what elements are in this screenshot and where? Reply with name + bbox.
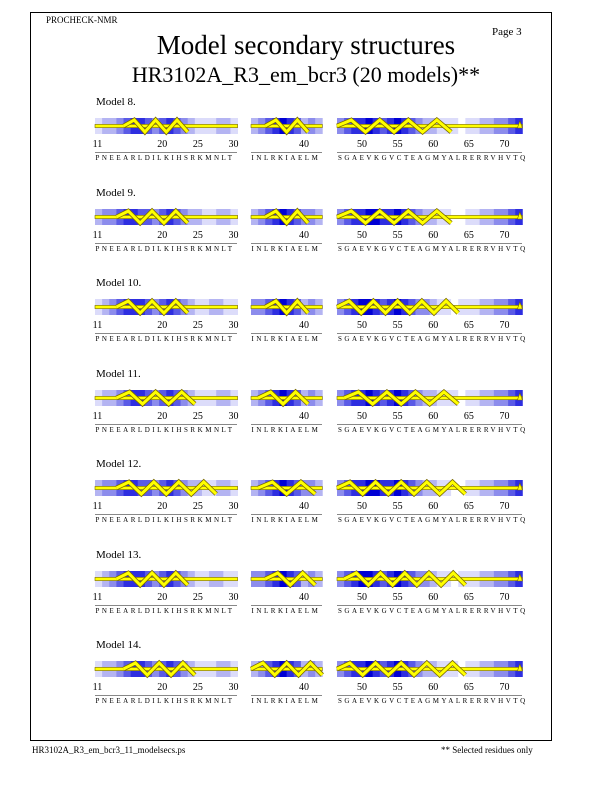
residue-tick-label: 70 <box>499 320 510 331</box>
residue-tick-label: 25 <box>192 229 203 241</box>
model-label: Model 14. <box>96 639 142 651</box>
residue-tick-label: 60 <box>428 591 439 603</box>
residue-tick-label: 55 <box>392 320 403 331</box>
structure-strip <box>95 299 238 315</box>
structure-strip <box>337 480 522 496</box>
structure-strip <box>337 390 522 406</box>
residue-tick-label: 20 <box>157 229 168 241</box>
residue-sequence: SGAEVKGVCTEAGMYALRERRVHVTQ <box>338 154 528 162</box>
residue-sequence: INLRKIAELM <box>251 335 321 343</box>
residue-tick-label: 65 <box>463 410 474 422</box>
residue-sequence: SGAEVKGVCTEAGMYALRERRVHVTQ <box>338 516 528 524</box>
residue-tick-label: 55 <box>392 229 403 241</box>
residue-tick-label: 60 <box>428 139 439 150</box>
residue-tick-label: 30 <box>228 591 239 603</box>
residue-tick-label: 20 <box>157 320 168 331</box>
residue-tick-label: 65 <box>463 591 474 603</box>
model-label: Model 9. <box>96 186 136 199</box>
residue-tick-label: 70 <box>499 682 510 693</box>
coil-line <box>251 305 322 308</box>
page-number: Page 3 <box>492 26 522 38</box>
sequence-rule <box>337 152 522 153</box>
residue-tick-label: 20 <box>157 139 168 150</box>
residue-tick-label: 50 <box>356 682 367 693</box>
structure-strip <box>95 571 238 587</box>
sequence-rule <box>95 243 238 244</box>
residue-sequence: PNEEARLDILKIHSRKMNLT <box>95 606 235 615</box>
residue-tick-label: 50 <box>356 591 367 603</box>
structure-strip <box>251 209 322 225</box>
sequence-rule <box>337 605 522 606</box>
residue-tick-label: 50 <box>356 501 367 512</box>
residue-tick-label: 25 <box>192 682 203 693</box>
residue-tick-label: 65 <box>463 682 474 693</box>
residue-sequence: PNEEARLDILKIHSRKMNLT <box>95 697 235 705</box>
structure-strip <box>337 571 522 587</box>
residue-tick-label: 30 <box>228 501 239 512</box>
coil-line <box>251 215 322 218</box>
structure-strip <box>337 661 522 677</box>
residue-sequence: INLRKIAELM <box>251 606 321 615</box>
structure-strip <box>95 390 238 406</box>
sequence-rule <box>251 605 322 606</box>
residue-tick-label: 30 <box>228 229 239 241</box>
sequence-rule <box>95 152 238 153</box>
coil-line <box>95 124 238 127</box>
sequence-rule <box>251 152 322 153</box>
structure-strip <box>95 209 238 225</box>
sequence-rule <box>337 333 522 334</box>
coil-line <box>251 667 322 670</box>
structure-strip <box>95 480 238 496</box>
residue-tick-label: 40 <box>298 229 309 241</box>
sequence-rule <box>95 695 238 696</box>
residue-sequence: INLRKIAELM <box>251 244 321 253</box>
residue-sequence: INLRKIAELM <box>251 516 321 524</box>
structure-strip <box>251 571 322 587</box>
residue-tick-label: 11 <box>92 229 103 241</box>
model-label: Model 13. <box>96 548 142 561</box>
model-label: Model 8. <box>96 96 136 108</box>
residue-tick-label: 20 <box>157 501 168 512</box>
residue-sequence: PNEEARLDILKIHSRKMNLT <box>95 425 235 434</box>
residue-tick-label: 55 <box>392 410 403 422</box>
sequence-rule <box>95 514 238 515</box>
residue-tick-label: 25 <box>192 320 203 331</box>
residue-tick-label: 11 <box>92 139 103 150</box>
residue-tick-label: 30 <box>228 139 239 150</box>
sequence-rule <box>337 243 522 244</box>
residue-tick-label: 70 <box>499 139 510 150</box>
sequence-rule <box>95 424 238 425</box>
residue-tick-label: 65 <box>463 501 474 512</box>
residue-tick-label: 60 <box>428 682 439 693</box>
structure-strip <box>251 118 322 134</box>
residue-tick-label: 40 <box>298 139 309 150</box>
sequence-rule <box>337 514 522 515</box>
structure-strip <box>251 390 322 406</box>
residue-tick-label: 20 <box>157 410 168 422</box>
residue-tick-label: 65 <box>463 139 474 150</box>
structure-strip <box>251 661 322 677</box>
residue-tick-label: 20 <box>157 591 168 603</box>
structure-strip <box>337 118 522 134</box>
residue-sequence: SGAEVKGVCTEAGMYALRERRVHVTQ <box>338 697 528 705</box>
residue-sequence: PNEEARLDILKIHSRKMNLT <box>95 335 235 343</box>
residue-sequence: PNEEARLDILKIHSRKMNLT <box>95 154 235 162</box>
residue-tick-label: 30 <box>228 320 239 331</box>
sequence-rule <box>251 424 322 425</box>
residue-tick-label: 40 <box>298 591 309 603</box>
model-label: Model 11. <box>96 367 141 380</box>
structure-strip <box>95 661 238 677</box>
residue-tick-label: 55 <box>392 139 403 150</box>
structure-strip <box>251 480 322 496</box>
residue-tick-label: 11 <box>92 320 103 331</box>
residue-tick-label: 70 <box>499 229 510 241</box>
sequence-rule <box>251 514 322 515</box>
residue-sequence: PNEEARLDILKIHSRKMNLT <box>95 244 235 253</box>
residue-tick-label: 11 <box>92 682 103 693</box>
residue-tick-label: 25 <box>192 139 203 150</box>
residue-tick-label: 50 <box>356 139 367 150</box>
residue-tick-label: 40 <box>298 682 309 693</box>
residue-tick-label: 20 <box>157 682 168 693</box>
residue-tick-label: 55 <box>392 591 403 603</box>
residue-sequence: PNEEARLDILKIHSRKMNLT <box>95 516 235 524</box>
residue-tick-label: 65 <box>463 320 474 331</box>
residue-tick-label: 40 <box>298 501 309 512</box>
residue-tick-label: 55 <box>392 682 403 693</box>
program-label: PROCHECK-NMR <box>46 15 118 25</box>
page-subtitle: HR3102A_R3_em_bcr3 (20 models)** <box>131 62 481 87</box>
residue-sequence: SGAEVKGVCTEAGMYALRERRVHVTQ <box>338 244 528 253</box>
footer-filename: HR3102A_R3_em_bcr3_11_modelsecs.ps <box>32 745 186 755</box>
sequence-rule <box>251 695 322 696</box>
residue-tick-label: 60 <box>428 501 439 512</box>
sequence-rule <box>337 424 522 425</box>
residue-sequence: INLRKIAELM <box>251 425 321 434</box>
sequence-rule <box>251 333 322 334</box>
sequence-rule <box>95 605 238 606</box>
residue-tick-label: 50 <box>356 320 367 331</box>
residue-tick-label: 50 <box>356 229 367 241</box>
residue-tick-label: 30 <box>228 682 239 693</box>
residue-tick-label: 60 <box>428 410 439 422</box>
residue-tick-label: 70 <box>499 591 510 603</box>
residue-tick-label: 70 <box>499 410 510 422</box>
sequence-rule <box>251 243 322 244</box>
residue-tick-label: 25 <box>192 591 203 603</box>
structure-strip <box>337 209 522 225</box>
model-label: Model 12. <box>96 458 142 470</box>
residue-tick-label: 25 <box>192 501 203 512</box>
residue-sequence: SGAEVKGVCTEAGMYALRERRVHVTQ <box>338 606 528 615</box>
residue-tick-label: 65 <box>463 229 474 241</box>
residue-tick-label: 50 <box>356 410 367 422</box>
model-label: Model 10. <box>96 277 142 289</box>
residue-tick-label: 11 <box>92 410 103 422</box>
residue-tick-label: 60 <box>428 320 439 331</box>
structure-strip <box>95 118 238 134</box>
residue-tick-label: 25 <box>192 410 203 422</box>
residue-sequence: INLRKIAELM <box>251 697 321 705</box>
sequence-rule <box>337 695 522 696</box>
footer-note: ** Selected residues only <box>441 745 533 755</box>
structure-strip <box>337 299 522 315</box>
residue-sequence: SGAEVKGVCTEAGMYALRERRVHVTQ <box>338 335 528 343</box>
residue-sequence: SGAEVKGVCTEAGMYALRERRVHVTQ <box>338 425 528 434</box>
residue-tick-label: 40 <box>298 410 309 422</box>
page-title: Model secondary structures <box>156 30 456 60</box>
residue-tick-label: 30 <box>228 410 239 422</box>
residue-tick-label: 70 <box>499 501 510 512</box>
residue-tick-label: 11 <box>92 501 103 512</box>
residue-sequence: INLRKIAELM <box>251 154 321 162</box>
residue-tick-label: 40 <box>298 320 309 331</box>
sequence-rule <box>95 333 238 334</box>
residue-tick-label: 60 <box>428 229 439 241</box>
coil-line <box>251 124 322 127</box>
structure-strip <box>251 299 322 315</box>
residue-tick-label: 55 <box>392 501 403 512</box>
residue-tick-label: 11 <box>92 591 103 603</box>
